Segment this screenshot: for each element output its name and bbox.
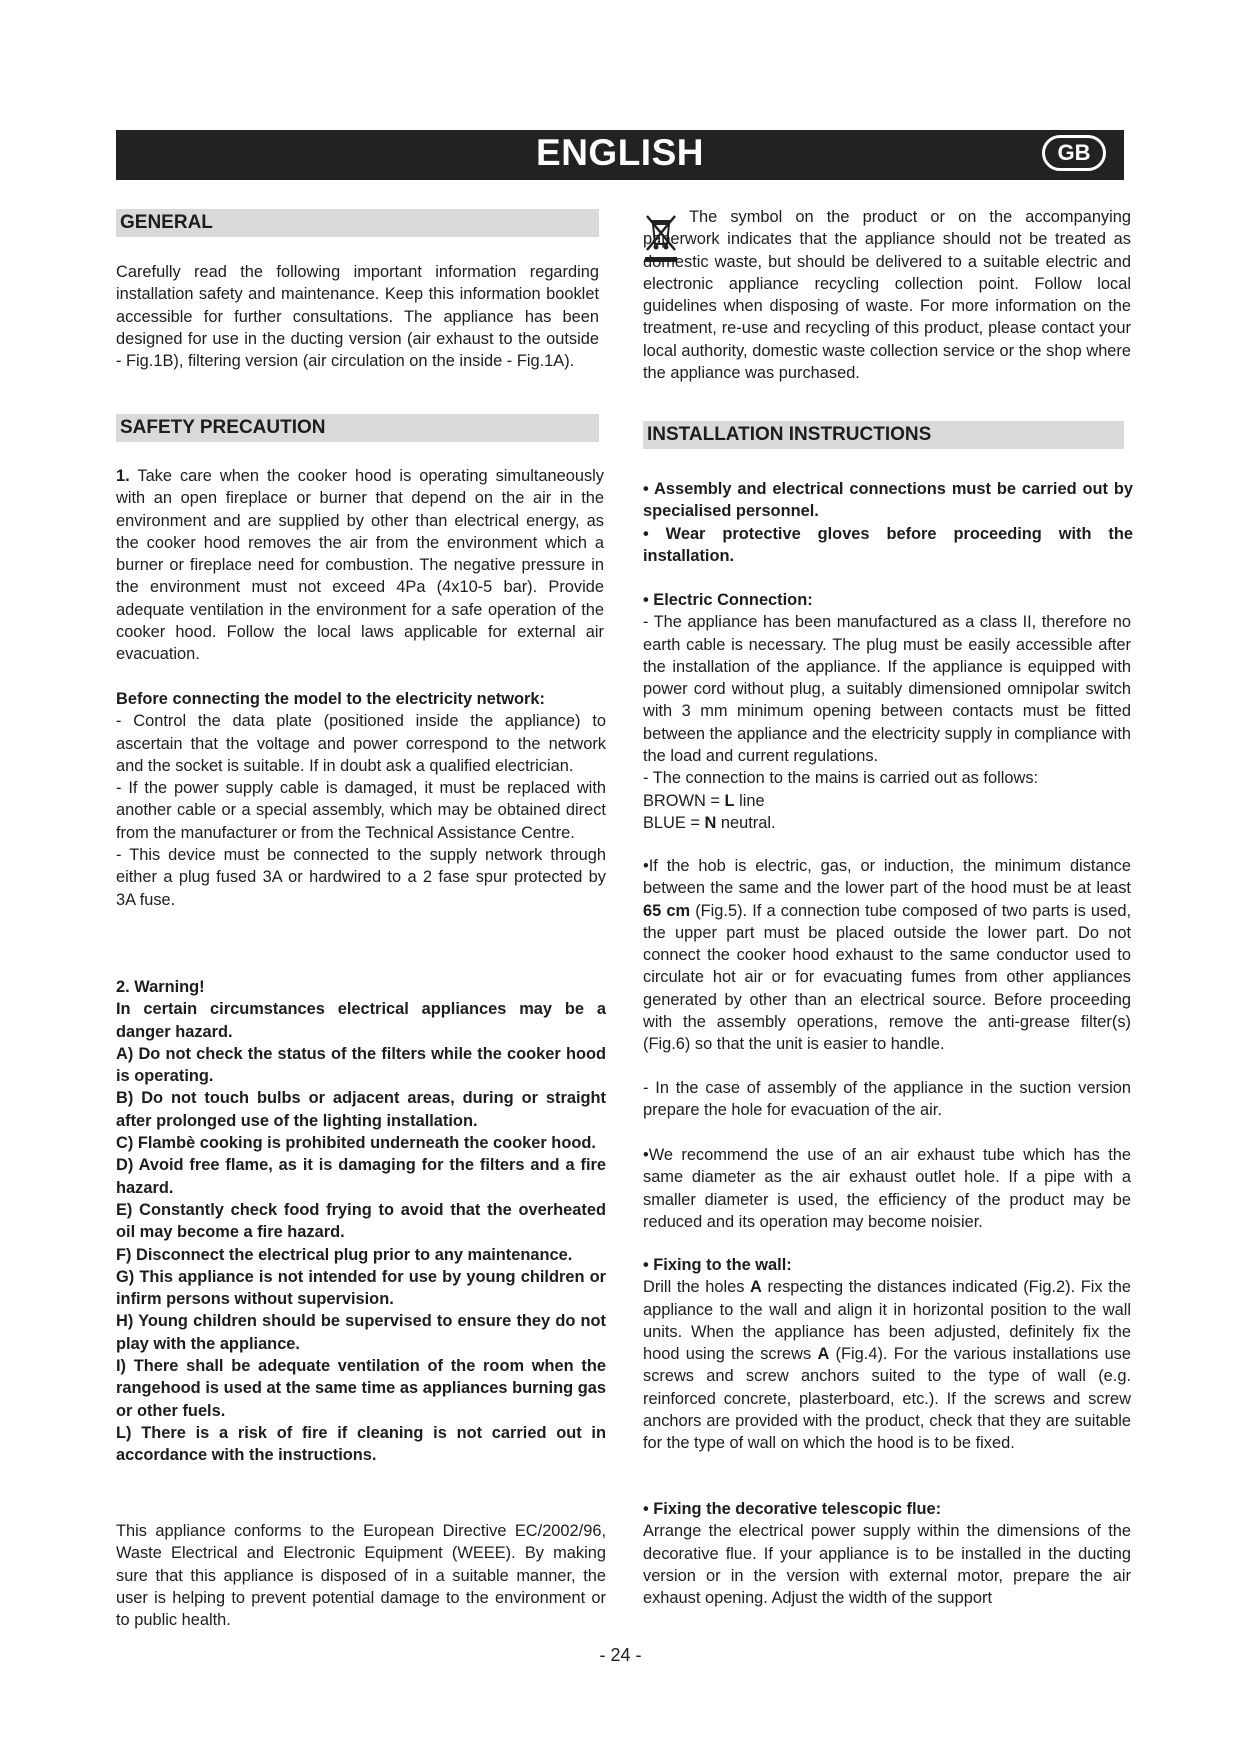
before-connecting-section bbox=[116, 688, 606, 911]
brown-label: BROWN = bbox=[643, 791, 725, 810]
before-item-3: - This device must be connected to the supply network through either a plug fused 3A or hardwired to a 2 fase spur protected by 3A fuse. bbox=[116, 846, 606, 909]
installation-heading: INSTALLATION INSTRUCTIONS bbox=[643, 421, 1124, 449]
blue-line bbox=[643, 812, 1131, 834]
safety-heading: SAFETY PRECAUTION bbox=[116, 414, 599, 442]
safety-text: Take care when the cooker hood is operating simultaneously with an open fireplace or burner that depend on the air in the environment and are supplied by other than electrical energy, as the cooker hood removes the air from the environment which a burner or fireplace need for combustion. The negative pressure in the environment must not exceed 4Pa (4x10-5 bar). Provide adequate ventilation in the environment for a safe operation of the cooker hood. Follow the local laws applicable for external air evacuation. bbox=[116, 467, 604, 664]
warning-item: F) Disconnect the electrical plug prior to any maintenance. bbox=[116, 1245, 573, 1264]
page-number: - 24 - bbox=[599, 1645, 642, 1665]
hob-text-pre: •If the hob is electric, gas, or induction, the minimum distance between the same and the lower part of the hood must be at least bbox=[643, 857, 1131, 898]
warning-title: 2. Warning! bbox=[116, 978, 205, 996]
recommend-text: •We recommend the use of an air exhaust tube which has the same diameter as the air exhaust outlet hole. If a pipe with a smaller diameter is used, the efficiency of the product may be reduced and its operation may become noisier. bbox=[643, 1146, 1131, 1231]
flue-heading: • Fixing the decorative telescopic flue: bbox=[643, 1500, 942, 1518]
brown-suffix: line bbox=[734, 791, 765, 810]
language-title: ENGLISH bbox=[536, 132, 704, 173]
general-heading: GENERAL bbox=[116, 209, 599, 237]
warning-item: G) This appliance is not intended for use by young children or infirm persons without supervision. bbox=[116, 1267, 606, 1309]
language-banner bbox=[116, 130, 1124, 180]
installation-bullets bbox=[643, 478, 1133, 567]
wall-heading: • Fixing to the wall: bbox=[643, 1256, 792, 1274]
blue-label: BLUE = bbox=[643, 813, 705, 832]
warning-item: A) Do not check the status of the filters while the cooker hood is operating. bbox=[116, 1044, 606, 1086]
before-item-1: - Control the data plate (positioned inside the appliance) to ascertain that the voltage and power correspond to the network and the socket is suitable. If in doubt ask a qualified electrician. bbox=[116, 712, 606, 775]
warning-item: C) Flambè cooking is prohibited underneath the cooker hood. bbox=[116, 1134, 596, 1153]
brown-letter: L bbox=[724, 791, 735, 810]
warning-intro: In certain circumstances electrical appliances may be a danger hazard. bbox=[116, 1000, 606, 1041]
warning-item: H) Young children should be supervised to ensure they do not play with the appliance. bbox=[116, 1312, 606, 1353]
warning-item: B) Do not touch bulbs or adjacent areas, during or straight after prolonged use of the lighting installation. bbox=[116, 1089, 606, 1130]
bullet-specialised: • Assembly and electrical connections must be carried out by specialised personnel. bbox=[643, 480, 1133, 521]
bullet-gloves: • Wear protective gloves before proceeding with the installation. bbox=[643, 524, 1133, 565]
hob-paragraph bbox=[643, 855, 1131, 1056]
electric-heading: • Electric Connection: bbox=[643, 591, 813, 609]
mains-text: - The connection to the mains is carried out as follows: bbox=[643, 769, 1039, 788]
weee-text: This appliance conforms to the European Directive EC/2002/96, Waste Electrical and Electronic Equipment (WEEE). By making sure that this appliance is disposed of in a suitable manner, the user is helping to prevent potential damage to the environment or to public health. bbox=[116, 1522, 606, 1630]
hob-text-post: (Fig.5). If a connection tube composed of two parts is used, the upper part must be placed outside the lower part. Do not connect the cooker hood exhaust to the same conductor used to circulate hot air or for evacuating fumes from other appliances generated by other than an electrical source. Before proceeding with the assembly operations, remove the anti-grease filter(s) (Fig.6) so that the unit is easier to handle. bbox=[643, 901, 1131, 1054]
flue-text: Arrange the electrical power supply within the dimensions of the decorative flue. If your appliance is to be installed in the ducting version or in the version with external motor, prepare the air exhaust opening. Adjust the width of the support bbox=[643, 1522, 1131, 1608]
electric-connection-section bbox=[643, 589, 1131, 834]
hob-distance: 65 cm bbox=[643, 901, 691, 920]
warning-item: E) Constantly check food frying to avoid that the overheated oil may become a fire hazard. bbox=[116, 1200, 606, 1242]
wall-fixing-section bbox=[643, 1254, 1131, 1455]
blue-letter: N bbox=[704, 813, 717, 832]
symbol-text: The symbol on the product or on the accompanying paperwork indicates that the appliance should not be treated as domestic waste, but should be delivered to a suitable electric and electronic appliance recycling collection point. Follow local guidelines when disposing of waste. For more information on the treatment, re-use and recycling of this product, please contact your local authority, domestic waste collection service or the shop where the appliance was purchased. bbox=[643, 208, 1131, 383]
blue-suffix: neutral. bbox=[716, 813, 776, 832]
before-item-2: - If the power supply cable is damaged, it must be replaced with another cable or a special assembly, which may be obtained direct from the manufacturer or from the Technical Assistance Centre. bbox=[116, 779, 606, 842]
suction-text: - In the case of assembly of the appliance in the suction version prepare the hole for evacuation of the air. bbox=[643, 1079, 1131, 1120]
flue-section bbox=[643, 1498, 1131, 1609]
safety-number: 1. bbox=[116, 467, 130, 485]
safety-paragraph bbox=[116, 465, 604, 666]
brown-line bbox=[643, 790, 1131, 812]
general-text: Carefully read the following important information regarding installation safety and maintenance. Keep this information booklet accessible for further consultations. The appliance has been designed for use in the ducting version (air exhaust to the outside - Fig.1B), filtering version (air circulation on the inside - Fig.1A). bbox=[116, 263, 599, 371]
electric-text: - The appliance has been manufactured as a class II, therefore no earth cable is necessary. The plug must be easily accessible after the installation of the appliance. If the appliance is equipped with power cord without plug, a suitably dimensioned omnipolar switch with 3 mm minimum opening between contacts must be fitted between the appliance and the electricity supply in compliance with the load and current regulations. bbox=[643, 613, 1131, 766]
warning-section bbox=[116, 976, 606, 1467]
warning-item: D) Avoid free flame, as it is damaging for the filters and a fire hazard. bbox=[116, 1156, 606, 1197]
warning-item: I) There shall be adequate ventilation of the room when the rangehood is used at the same time as appliances burning gas or other fuels. bbox=[116, 1357, 606, 1420]
warning-item: L) There is a risk of fire if cleaning is not carried out in accordance with the instructions. bbox=[116, 1423, 606, 1465]
country-badge: GB bbox=[1042, 135, 1106, 171]
wall-text: Drill the holes A respecting the distances indicated (Fig.2). Fix the appliance to the wall and align it in horizontal position to the wall units. When the appliance has been adjusted, definitely fix the hood using the screws A (Fig.4). For the various installations use screws and screw anchors suited to the type of wall (e.g. reinforced concrete, plasterboard, etc.). If the screws and screw anchors are provided with the product, check that they are suitable for the type of wall on which the hood is to be fixed. bbox=[643, 1278, 1131, 1453]
before-heading: Before connecting the model to the electricity network: bbox=[116, 690, 545, 708]
